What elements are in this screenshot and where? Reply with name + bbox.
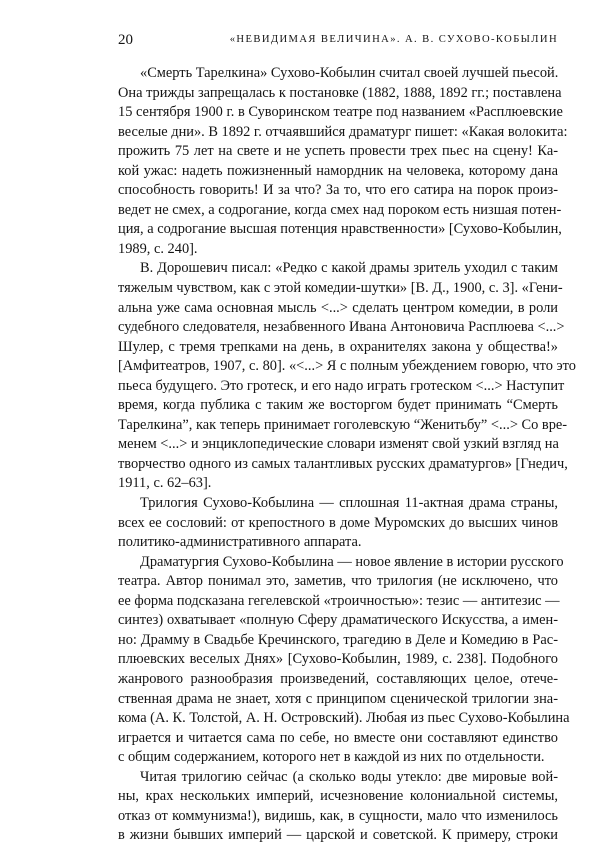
text-line: Трилогия Сухово-Кобылина — сплошная 11-актная драма страны, xyxy=(140,495,558,512)
running-header xyxy=(118,31,558,51)
text-line: синтез) охватывает «полную Сферу драматического Искусства, а имен- xyxy=(118,612,558,629)
text-line: всех ее сословий: от крепостного в доме Муромских до высших чинов xyxy=(118,514,558,531)
text-line: время, когда публика с таким же восторгом будет принимать “Смерть xyxy=(118,397,558,414)
text-line: тяжелым чувством, как с этой комедии-шутки» [В. Д., 1900, с. 3]. «Гени- xyxy=(118,280,563,297)
text-line: играется и читается сама по себе, но вместе они составляют единство xyxy=(118,729,558,746)
text-line: политико-административного аппарата. xyxy=(118,534,362,551)
text-line: судебного следователя, незабвенного Ивана Антоновича Расплюева <...> xyxy=(118,319,565,336)
text-line: кой ужас: надеть пожизненный намордник на человека, которому дана xyxy=(118,162,558,179)
paragraph xyxy=(118,64,568,259)
text-line: Шулер, с тремя трепками на день, в охранителях закона у общества!» xyxy=(118,338,558,355)
text-line: прожить 75 лет на свете и не успеть провести трех пьес на сцену! Ка- xyxy=(118,143,558,160)
text-line: творчество одного из самых талантливых русских драматургов» [Гнедич, xyxy=(118,455,568,472)
text-line: плюевских веселых Днях» [Сухово-Кобылин, 1989, с. 238]. Подобного xyxy=(118,651,558,668)
text-line: ственная драма не знает, хотя с принципом сценической трилогии зна- xyxy=(118,690,558,707)
text-line: в жизни бывших империй — царской и советской. К примеру, строки xyxy=(118,827,558,844)
text-line: отказ от коммунизма!), видишь, как, в сущности, мало что изменилось xyxy=(118,807,558,824)
text-line: «Смерть Тарелкина» Сухово-Кобылин считал своей лучшей пьесой. xyxy=(140,65,559,81)
text-line: с общим содержанием, которого нет в каждой из них по отдельности. xyxy=(118,749,545,766)
paragraph xyxy=(118,553,570,768)
text-line: 1911, с. 62–63]. xyxy=(118,475,212,492)
running-title: «НЕВИДИМАЯ ВЕЛИЧИНА». А. В. СУХОВО-КОБЫЛИН xyxy=(229,34,558,45)
paragraph xyxy=(118,259,576,494)
text-line: Драматургия Сухово-Кобылина — новое явление в истории русского xyxy=(140,553,564,570)
text-line: театра. Автор понимал это, заметив, что трилогия (не исключено, что xyxy=(118,573,558,590)
text-line: веселые дни». В 1892 г. отчаявшийся драматург пишет: «Какая волокита: xyxy=(118,123,568,140)
text-line: 1989, с. 240]. xyxy=(118,240,198,257)
text-line: В. Дорошевич писал: «Редко с какой драмы зритель уходил с таким xyxy=(140,260,558,277)
body-text xyxy=(118,64,576,846)
text-line: кома (А. К. Толстой, А. Н. Островский). Любая из пьес Сухово-Кобылина xyxy=(118,710,570,727)
text-line: Она трижды запрещалась к постановке (1882, 1888, 1892 гг.; поставлена xyxy=(118,84,562,101)
text-line: ведет не смех, а содрогание, когда смех над пороком есть низшая потен- xyxy=(118,201,562,218)
text-line: способность говорить! И за что? За то, что его сатира на порок произ- xyxy=(118,182,558,199)
page-number: 20 xyxy=(118,32,133,48)
text-line: жанрового разнообразия произведений, составляющих целое, отече- xyxy=(118,670,558,687)
text-line: [Амфитеатров, 1907, с. 80]. «<...> Я с полным убеждением говорю, что это xyxy=(118,358,576,375)
paragraph xyxy=(118,494,558,553)
text-line: ция, а содрогание высшая потенция нравственности» [Сухово-Кобылин, xyxy=(118,221,562,238)
text-line: ны, крах нескольких империй, исчезновение колониальной системы, xyxy=(118,788,558,805)
text-line: альна уже сама основная мысль <...> сделать центром комедии, в роли xyxy=(118,299,558,316)
text-line: но: Драмму в Свадьбе Кречинского, трагедию в Деле и Комедию в Рас- xyxy=(118,631,558,648)
text-line: пьеса будущего. Это гротеск, и его надо играть гротеском <...> Наступит xyxy=(118,377,565,394)
text-line: ее форма подсказана гегелевской «троичностью»: тезис — антитезис — xyxy=(118,592,560,609)
text-line: 15 сентября 1900 г. в Суворинском театре под названием «Расплюевские xyxy=(118,104,563,121)
text-line: Тарелкина”, как теперь принимает гоголевскую “Женитьбу” <...> Со вре- xyxy=(118,416,568,433)
paragraph xyxy=(118,768,558,846)
text-line: Читая трилогию сейчас (а сколько воды утекло: две мировые вой- xyxy=(140,768,558,785)
text-line: менем <...> и энциклопедические словари изменят свой узкий взгляд на xyxy=(118,436,559,453)
